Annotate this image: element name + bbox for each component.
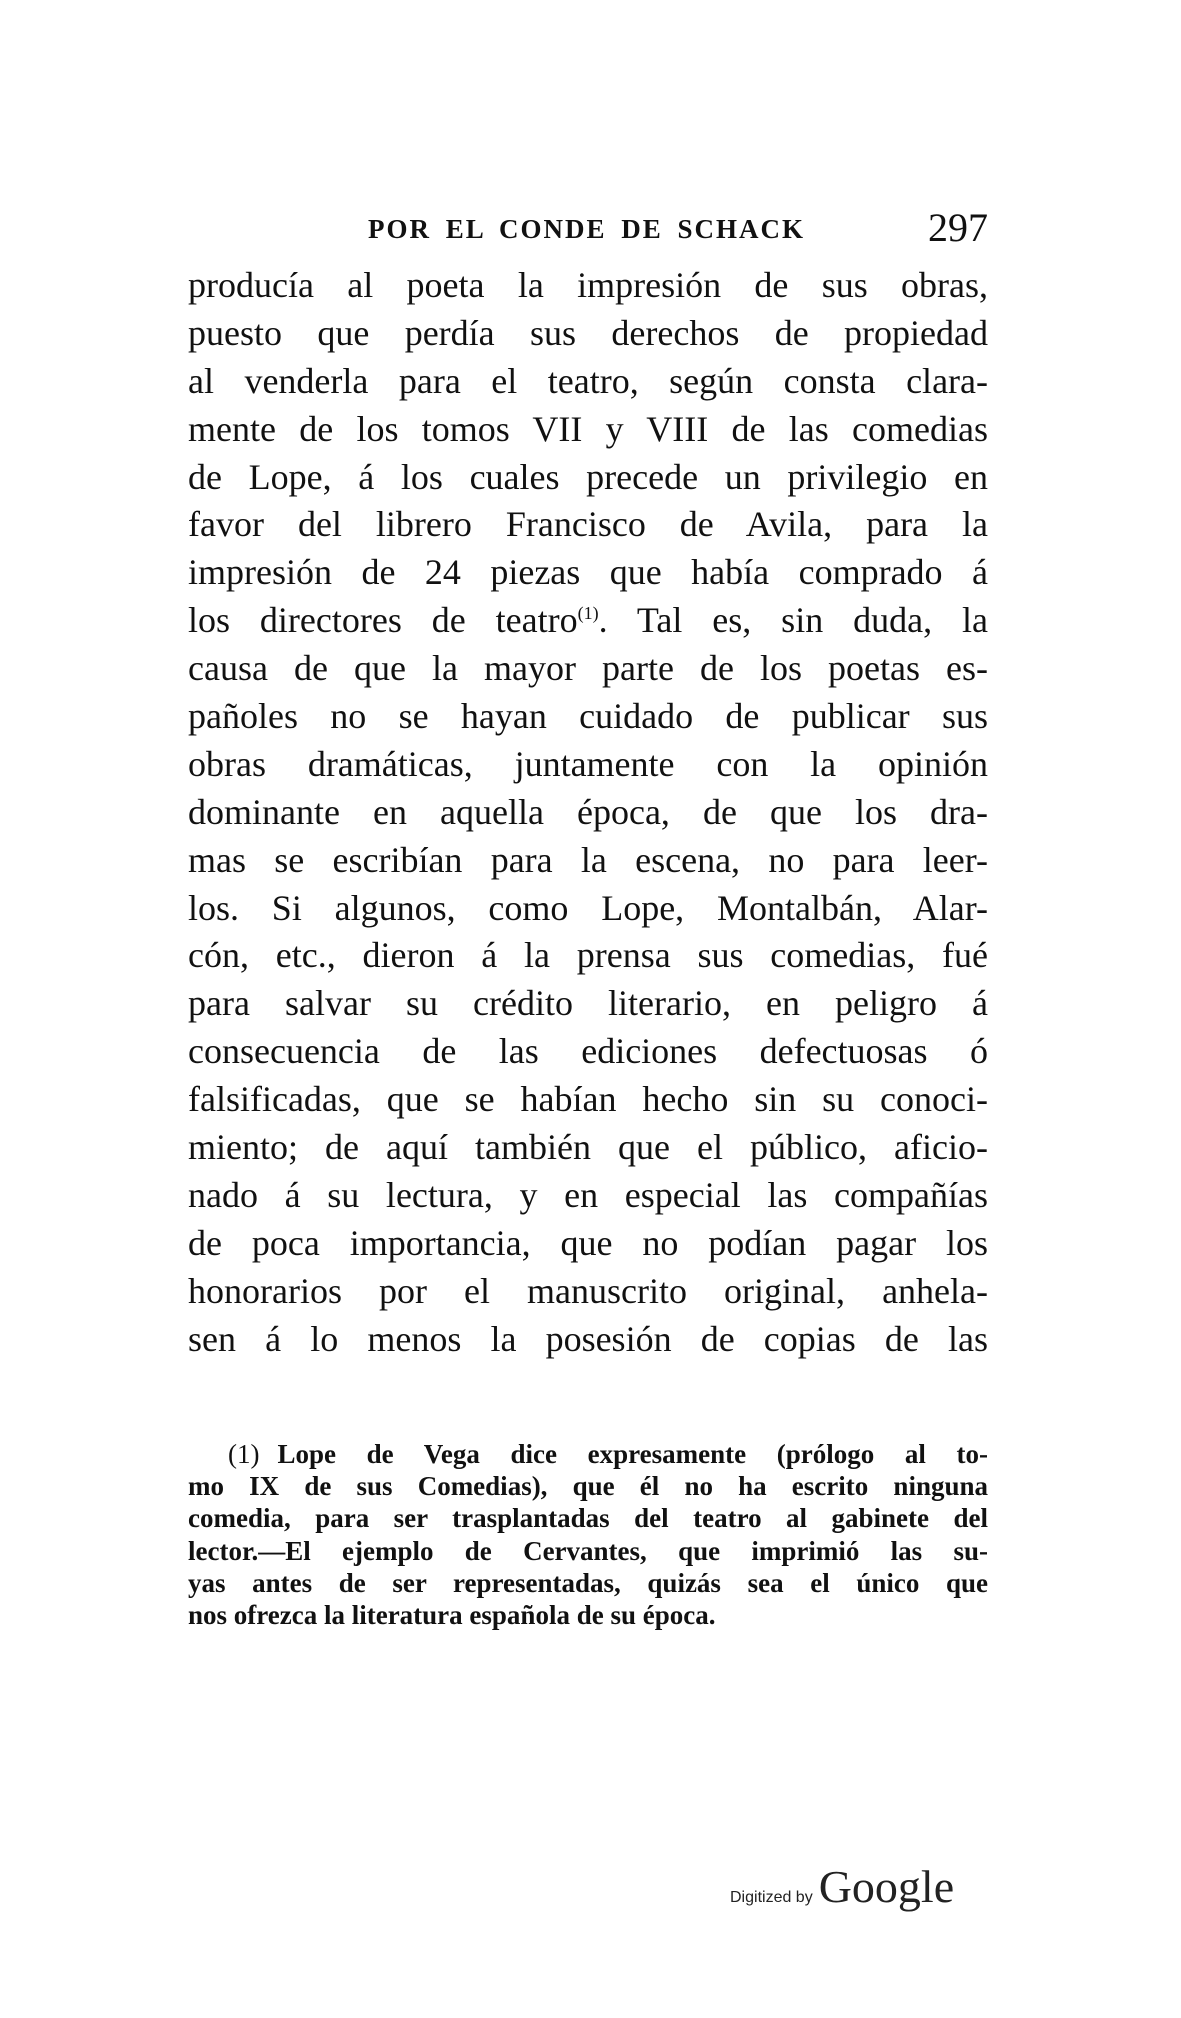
footnote-line: nos ofrezca la literatura española de su época. [188, 1599, 716, 1630]
digitized-watermark [730, 1860, 954, 1920]
body-line: dominante en aquella época, de que los dra- [188, 791, 988, 832]
footnote-line: yas antes de ser representadas, quizás sea el único que [188, 1567, 988, 1598]
body-line: causa de que la mayor parte de los poetas es- [188, 648, 988, 689]
body-line: sen á lo menos la posesión de copias de las [188, 1318, 988, 1359]
footnote-marker: (1) [228, 1439, 260, 1469]
digitized-prefix: Digitized by [730, 1889, 813, 1906]
google-logo: Google [818, 1861, 955, 1912]
body-line: de Lope, á los cuales precede un privilegio en [188, 456, 988, 497]
body-line: honorarios por el manuscrito original, anhela- [188, 1270, 988, 1311]
body-line: consecuencia de las ediciones defectuosas ó [188, 1031, 988, 1072]
footnote-block [188, 1438, 988, 1631]
body-text [188, 262, 988, 1363]
body-line-with-footnote-ref [188, 597, 988, 645]
footnote-reference: (1) [577, 603, 599, 624]
footnote-text: Lope de Vega dice expresamente (prólogo al to- [277, 1439, 988, 1469]
body-line: obras dramáticas, juntamente con la opinión [188, 743, 988, 784]
page-header [188, 205, 988, 258]
body-line-tail: . Tal es, sin duda, la [598, 600, 988, 641]
footnote-line: mo IX de sus Comedias), que él no ha escrito ninguna [188, 1471, 988, 1502]
body-line: favor del librero Francisco de Avila, para la [188, 504, 988, 545]
body-line: de poca importancia, que no podían pagar los [188, 1222, 988, 1263]
footnote-line-first [188, 1438, 988, 1470]
body-line-head: los directores de teatro [188, 600, 578, 641]
body-line: falsificadas, que se habían hecho sin su conoci- [188, 1079, 988, 1120]
body-line: nado á su lectura, y en especial las compañías [188, 1174, 988, 1215]
body-line: impresión de 24 piezas que había comprado á [188, 552, 988, 593]
body-line: puesto que perdía sus derechos de propiedad [188, 312, 988, 353]
footnote-line: comedia, para ser trasplantadas del teatro al gabinete del [188, 1503, 988, 1534]
footnote-line: lector.—El ejemplo de Cervantes, que imprimió las su- [188, 1535, 988, 1566]
body-line: cón, etc., dieron á la prensa sus comedias, fué [188, 935, 988, 976]
body-line: mente de los tomos VII y VIII de las comedias [188, 408, 988, 449]
body-line: mas se escribían para la escena, no para leer- [188, 839, 988, 880]
body-line: pañoles no se hayan cuidado de publicar sus [188, 696, 988, 737]
running-title: POR EL CONDE DE SCHACK [368, 214, 806, 244]
body-line: al venderla para el teatro, según consta clara- [188, 360, 988, 401]
body-line: para salvar su crédito literario, en peligro á [188, 983, 988, 1024]
body-line: miento; de aquí también que el público, aficio- [188, 1127, 988, 1168]
body-line: los. Si algunos, como Lope, Montalbán, Alar- [188, 887, 988, 928]
page-number: 297 [928, 205, 988, 250]
body-line: producía al poeta la impresión de sus obras, [188, 265, 988, 305]
